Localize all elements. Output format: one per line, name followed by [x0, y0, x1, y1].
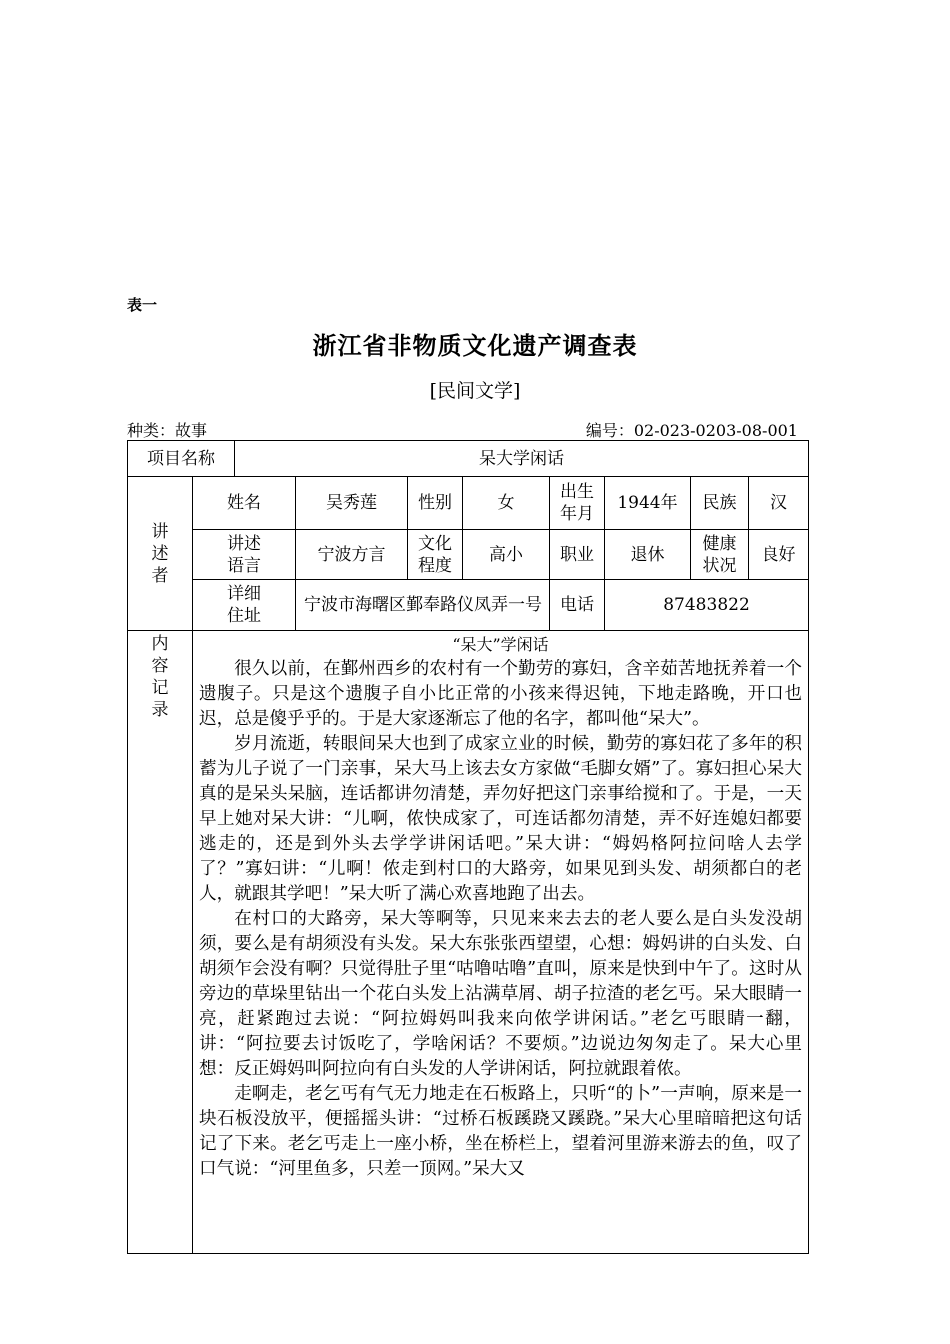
category-label: 种类：故事 [127, 421, 208, 440]
story-paragraph: 在村口的大路旁，呆大等啊等，只见来来去去的老人要么是白头发没胡须，要么是有胡须没有头发。呆大东张张西望望，心想：姆妈讲的白头发、白胡须乍会没有啊？只觉得肚子里“咕噜咕噜”直叫，原来是快到中午了。这时从旁边的草垛里钻出一个花白头发上沾满草屑、胡子拉渣的老乞丐。呆大眼睛一亮，赶紧跑过去说：“阿拉姆妈叫我来向侬学讲闲话。”老乞丐眼睛一翻，讲：“阿拉要去讨饭吃了，学啥闲话？不要烦。”边说边匆匆走了。呆大心里想：反正姆妈叫阿拉向有白头发的人学讲闲话，阿拉就跟着侬。 [199, 909, 802, 1079]
narrator-row-2 [128, 530, 809, 580]
health-value: 良好 [749, 530, 809, 580]
ethnicity-value: 汉 [749, 477, 809, 530]
narrator-section-label: 讲 述 者 [128, 477, 193, 631]
story-title: “呆大”学闲话 [452, 635, 549, 654]
project-name-value: 呆大学闲话 [235, 441, 809, 477]
birth-label: 出生 年月 [550, 477, 605, 530]
story-paragraph: 走啊走，老乞丐有气无力地走在石板路上，只听“的卜”一声响，原来是一块石板没放平，便摇摇头讲：“过桥石板蹊跷又蹊跷。”呆大心里暗暗把这句话记了下来。老乞丐走上一座小桥，坐在桥栏上，望着河里游来游去的鱼，叹了口气说：“河里鱼多，只差一顶网。”呆大又 [199, 1084, 802, 1179]
table-label: 表一 [127, 296, 158, 314]
narrator-row-3 [128, 580, 809, 631]
content-section-label: 内 容 记 录 [128, 631, 193, 1254]
gender-label: 性别 [408, 477, 463, 530]
narrator-row-1 [128, 477, 809, 530]
address-label: 详细 住址 [193, 580, 296, 631]
gender-value: 女 [463, 477, 550, 530]
name-label: 姓名 [193, 477, 296, 530]
project-row [128, 441, 809, 477]
health-label: 健康 状况 [691, 530, 749, 580]
language-value: 宁波方言 [296, 530, 408, 580]
story-paragraph: 很久以前，在鄞州西乡的农村有一个勤劳的寡妇，含辛茹苦地抚养着一个遗腹子。只是这个遗腹子自小比正常的小孩来得迟钝，下地走路晚，开口也迟，总是傻乎乎的。于是大家逐渐忘了他的名字，都叫他“呆大”。 [199, 659, 802, 729]
phone-value: 87483822 [605, 580, 809, 631]
page-subtitle: [民间文学] [429, 380, 521, 402]
occupation-label: 职业 [550, 530, 605, 580]
project-name-label: 项目名称 [128, 441, 235, 477]
education-value: 高小 [463, 530, 550, 580]
address-value: 宁波市海曙区鄞奉路仪凤弄一号 [296, 580, 550, 631]
survey-table [127, 440, 809, 1254]
phone-label: 电话 [550, 580, 605, 631]
story-paragraph: 岁月流逝，转眼间呆大也到了成家立业的时候，勤劳的寡妇花了多年的积蓄为儿子说了一门亲事，呆大马上该去女方家做“毛脚女婿”了。寡妇担心呆大真的是呆头呆脑，连话都讲勿清楚，弄勿好把这门亲事给搅和了。于是，一天早上她对呆大讲：“儿啊，侬快成家了，可连话都勿清楚，弄不好连媳妇都要逃走的，还是到外头去学学讲闲话吧。”呆大讲：“姆妈格阿拉问啥人去学了？”寡妇讲：“儿啊！侬走到村口的大路旁，如果见到头发、胡须都白的老人，就跟其学吧！”呆大听了满心欢喜地跑了出去。 [199, 734, 802, 904]
name-value: 吴秀莲 [296, 477, 408, 530]
education-label: 文化 程度 [408, 530, 463, 580]
page-title: 浙江省非物质文化遗产调查表 [312, 331, 638, 360]
ethnicity-label: 民族 [691, 477, 749, 530]
content-record [193, 631, 809, 1254]
serial-number: 编号：02-023-0203-08-001 [585, 421, 798, 440]
language-label: 讲述 语言 [193, 530, 296, 580]
content-row [128, 631, 809, 1254]
occupation-value: 退休 [605, 530, 691, 580]
birth-value: 1944年 [605, 477, 691, 530]
